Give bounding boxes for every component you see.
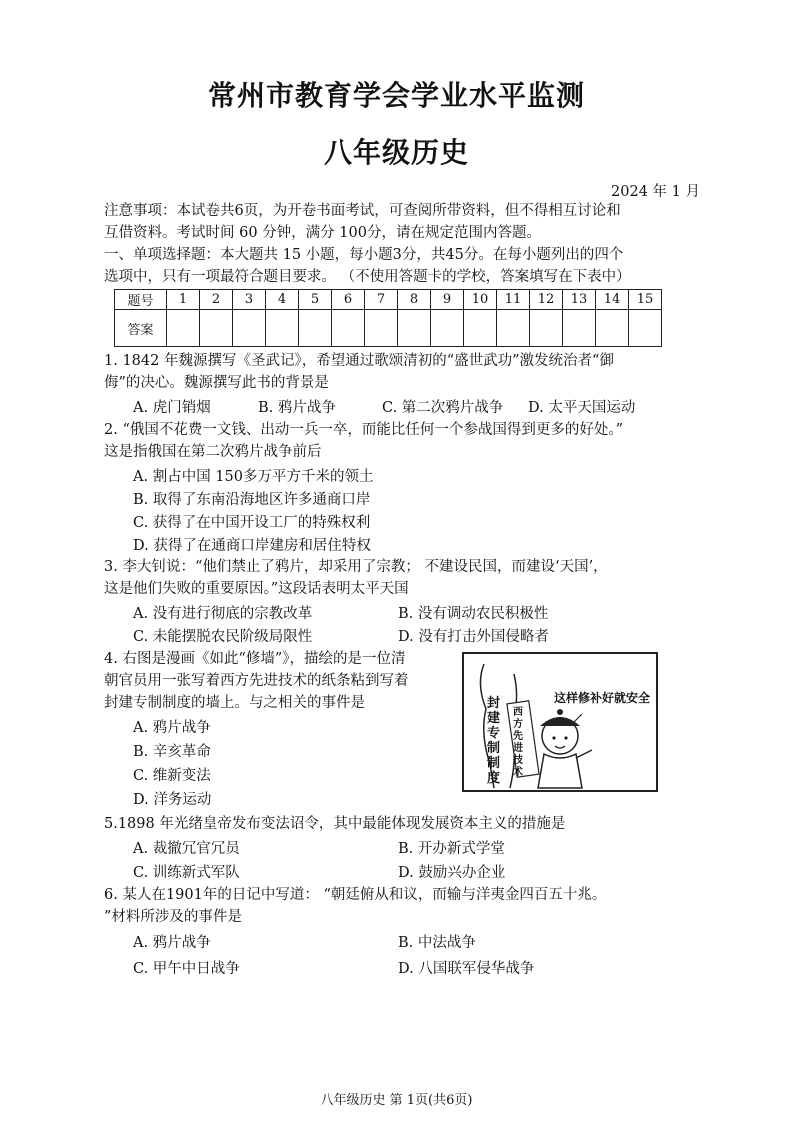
section-instructions-2: 选项中，只有一项最符合题目要求。 （不使用答题卡的学校，答案填写在下表中） [104,269,631,285]
answer-table-number: 2 [200,290,233,310]
question-5-option-d[interactable]: D. 鼓励兴办企业 [398,865,506,881]
answer-table-number: 12 [530,290,563,310]
page-subtitle: 八年级历史 [323,136,469,169]
question-5-option-a[interactable]: A. 裁撤冗官冗员 [133,841,240,857]
question-6-stem-1: 6. 某人在1901年的日记中写道： “朝廷俯从和议，而输与洋夷金四百五十兆。 [104,887,607,903]
question-6-stem-2: ”材料所涉及的事件是 [104,909,242,925]
answer-table-row-label: 答案 [115,310,167,347]
notice-line-2: 互借资料。考试时间 60 分钟，满分 100分，请在规定范围内答题。 [104,225,541,241]
page-title: 常州市教育学会学业水平监测 [207,79,585,112]
question-1-stem-2: 侮”的决心。魏源撰写此书的背景是 [104,375,329,391]
answer-table-number: 14 [596,290,629,310]
answer-table-number: 3 [233,290,266,310]
answer-cell[interactable] [563,310,596,347]
answer-cell[interactable] [200,310,233,347]
question-3-option-d[interactable]: D. 没有打击外国侵略者 [398,629,549,645]
answer-table-number: 13 [563,290,596,310]
question-4-stem-3: 封建专制制度的墙上。与之相关的事件是 [104,695,365,711]
notice-line-1: 注意事项：本试卷共6页，为开卷书面考试，可查阅所带资料，但不得相互讨论和 [104,203,621,219]
page-footer: 八年级历史 第 1页(共6页) [320,1093,473,1108]
question-4-stem-2: 朝官员用一张写着西方先进技术的纸条粘到写着 [104,673,409,689]
question-6-option-b[interactable]: B. 中法战争 [398,935,476,951]
answer-cell[interactable] [431,310,464,347]
answer-cell[interactable] [167,310,200,347]
question-1-option-c[interactable]: C. 第二次鸦片战争 [382,400,504,416]
answer-cell[interactable] [629,310,662,347]
question-2-stem-2: 这是指俄国在第二次鸦片战争前后 [104,444,322,460]
question-6-option-d[interactable]: D. 八国联军侵华战争 [398,961,535,977]
question-2-option-b[interactable]: B. 取得了东南沿海地区许多通商口岸 [133,492,371,508]
question-2-option-c[interactable]: C. 获得了在中国开设工厂的特殊权利 [133,515,371,531]
answer-table-number: 7 [365,290,398,310]
question-1-option-a[interactable]: A. 虎门销烟 [133,400,211,416]
answer-cell[interactable] [299,310,332,347]
answer-table-number: 10 [464,290,497,310]
answer-table-number: 15 [629,290,662,310]
cartoon-paper-label: 西方先进技术 [513,707,523,778]
question-4-option-d[interactable]: D. 洋务运动 [133,792,212,808]
question-5-stem-1: 5.1898 年光绪皇帝发布变法诏令，其中最能体现发展资本主义的措施是 [104,816,566,832]
answer-table-number: 11 [497,290,530,310]
question-3-option-b[interactable]: B. 没有调动农民积极性 [398,606,549,622]
answer-cell[interactable] [332,310,365,347]
answer-cell[interactable] [398,310,431,347]
cartoon-wall-label: 封建专制制度 [487,696,501,786]
question-2-stem-1: 2. “俄国不花费一文钱、出动一兵一卒，而能比任何一个参战国得到更多的好处。” [104,422,624,438]
answer-table-row-label: 题号 [115,290,167,310]
answer-cell[interactable] [365,310,398,347]
answer-table [114,289,662,347]
answer-table-number: 4 [266,290,299,310]
answer-table-number: 8 [398,290,431,310]
answer-table-number: 9 [431,290,464,310]
cartoon-speech-bubble: 这样修补好就安全 [554,691,651,705]
answer-table-number: 5 [299,290,332,310]
question-4-option-c[interactable]: C. 维新变法 [133,768,211,784]
exam-date: 2024 年 1 月 [611,184,700,200]
question-1-option-d[interactable]: D. 太平天国运动 [528,400,636,416]
answer-cell[interactable] [266,310,299,347]
question-1-option-b[interactable]: B. 鸦片战争 [258,400,336,416]
question-6-option-a[interactable]: A. 鸦片战争 [133,935,211,951]
question-2-option-a[interactable]: A. 割占中国 150多万平方千米的领土 [133,469,374,485]
question-5-option-b[interactable]: B. 开办新式学堂 [398,841,505,857]
question-6-option-c[interactable]: C. 甲午中日战争 [133,961,240,977]
answer-cell[interactable] [464,310,497,347]
answer-cell[interactable] [497,310,530,347]
answer-cell[interactable] [530,310,563,347]
answer-table-number: 1 [167,290,200,310]
question-4-option-a[interactable]: A. 鸦片战争 [133,720,211,736]
question-3-option-c[interactable]: C. 未能摆脱农民阶级局限性 [133,629,313,645]
question-4-stem-1: 4. 右图是漫画《如此“修墙”》，描绘的是一位清 [104,651,406,667]
question-3-stem-2: 这是他们失败的重要原因。”这段话表明太平天国 [104,581,409,597]
question-1-stem-1: 1. 1842 年魏源撰写《圣武记》，希望通过歌颂清初的“盛世武功”激发统治者“御 [104,353,614,369]
answer-table-number: 6 [332,290,365,310]
answer-cell[interactable] [233,310,266,347]
question-2-option-d[interactable]: D. 获得了在通商口岸建房和居住特权 [133,538,371,554]
section-instructions-1: 一、单项选择题：本大题共 15 小题，每小题3分，共45分。在每小题列出的四个 [104,247,624,263]
answer-cell[interactable] [596,310,629,347]
question-4-option-b[interactable]: B. 辛亥革命 [133,744,211,760]
question-3-stem-1: 3. 李大钊说：“他们禁止了鸦片，却采用了宗教； 不建设民国，而建设‘天国’， [104,559,608,575]
question-5-option-c[interactable]: C. 训练新式军队 [133,865,240,881]
question-3-option-a[interactable]: A. 没有进行彻底的宗教改革 [133,606,313,622]
